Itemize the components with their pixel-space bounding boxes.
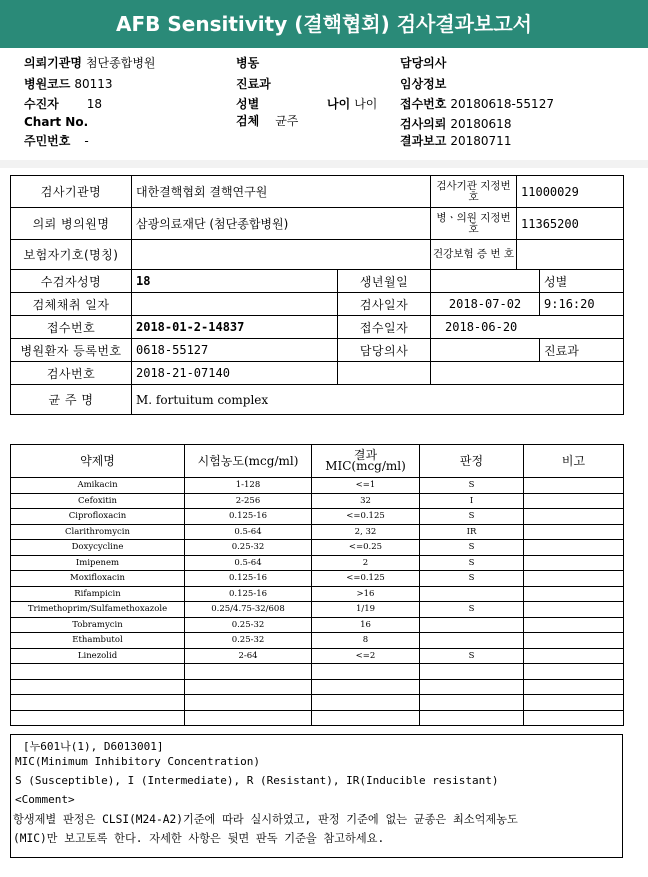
drug-name-cell: Tobramycin — [11, 617, 185, 633]
drug-name-cell: Amikacin — [11, 478, 185, 494]
remark-cell — [524, 524, 624, 540]
header-request-date: 검사의뢰 20180618 — [400, 117, 512, 131]
header-hospital-name: 의뢰기관명 첨단종합병원 — [24, 56, 156, 70]
header-clinical-info: 임상정보 — [400, 77, 447, 91]
interpretation-cell: S — [420, 648, 524, 664]
remark-cell — [524, 710, 624, 726]
interpretation-cell — [420, 679, 524, 695]
info-row — [11, 270, 624, 293]
comment-box — [10, 734, 623, 858]
reg-no-value: 0618-55127 — [132, 339, 338, 362]
interpretation-cell: I — [420, 493, 524, 509]
test-date-label: 검사일자 — [338, 293, 431, 316]
test-time-value: 9:16:20 — [540, 293, 624, 316]
table-row — [11, 617, 624, 633]
table-row — [11, 679, 624, 695]
interpretation-cell — [420, 664, 524, 680]
insurer-value — [132, 240, 431, 270]
test-range-cell: 0.125-16 — [185, 571, 312, 587]
comment-tag: <Comment> — [15, 793, 75, 806]
table-row — [11, 648, 624, 664]
dept-cell: 진료과 — [540, 339, 624, 362]
empty-cell — [431, 362, 624, 385]
remark-cell — [524, 555, 624, 571]
test-range-cell: 0.5-64 — [185, 555, 312, 571]
mic-result-cell: <=2 — [312, 648, 420, 664]
test-range-cell — [185, 710, 312, 726]
info-row — [11, 176, 624, 208]
mic-result-cell — [312, 679, 420, 695]
interpretation-cell: IR — [420, 524, 524, 540]
column-header: 비고 — [524, 445, 624, 478]
hospital-value: 삼광의료재단 (첨단종합병원) — [132, 208, 431, 240]
interpretation-cell: S — [420, 602, 524, 618]
comment-legend-line: S (Susceptible), I (Intermediate), R (Resistant), IR(Inducible resistant) — [15, 774, 499, 787]
info-row — [11, 293, 624, 316]
table-row — [11, 602, 624, 618]
drug-name-cell — [11, 695, 185, 711]
info-row — [11, 339, 624, 362]
interpretation-cell: S — [420, 509, 524, 525]
table-row — [11, 586, 624, 602]
mic-result-cell: 2, 32 — [312, 524, 420, 540]
patient-value: 18 — [132, 270, 338, 293]
drug-name-cell: Trimethoprim/Sulfamethoxazole — [11, 602, 185, 618]
lab-code-label: 검사기관 지정번호 — [431, 176, 517, 208]
test-range-cell: 1-128 — [185, 478, 312, 494]
interpretation-cell: S — [420, 540, 524, 556]
drug-name-cell: Ciprofloxacin — [11, 509, 185, 525]
header-ward: 병동 — [236, 56, 260, 70]
drug-name-cell — [11, 710, 185, 726]
drug-name-cell: Rifampicin — [11, 586, 185, 602]
report-header — [0, 48, 648, 160]
dob-value — [431, 270, 540, 293]
remark-cell — [524, 633, 624, 649]
test-date-value: 2018-07-02 — [431, 293, 540, 316]
remark-cell — [524, 478, 624, 494]
column-header: 결과 MIC(mcg/ml) — [312, 445, 420, 478]
info-row — [11, 362, 624, 385]
remark-cell — [524, 540, 624, 556]
table-row — [11, 524, 624, 540]
doctor-value — [431, 339, 540, 362]
lab-value: 대한결핵협회 결핵연구원 — [132, 176, 431, 208]
header-resident-no: 주민번호 - — [24, 134, 89, 148]
test-range-cell: 0.5-64 — [185, 524, 312, 540]
drug-table-body — [11, 478, 624, 726]
header-chart-no: Chart No. — [24, 115, 89, 129]
info-row — [11, 385, 624, 415]
mic-result-cell: <=0.125 — [312, 571, 420, 587]
reg-no-label: 병원환자 등록번호 — [11, 339, 132, 362]
mic-result-cell: <=0.25 — [312, 540, 420, 556]
interpretation-cell: S — [420, 555, 524, 571]
test-range-cell: 0.25/4.75-32/608 — [185, 602, 312, 618]
empty-cell — [338, 362, 431, 385]
comment-text-2: (MIC)만 보고토록 한다. 자세한 사항은 뒷면 판독 기준을 참고하세요. — [13, 832, 385, 845]
drug-table — [10, 444, 624, 726]
info-row — [11, 240, 624, 270]
collect-value — [132, 293, 338, 316]
info-row — [11, 316, 624, 339]
lab-code-value: 11000029 — [517, 176, 624, 208]
table-row — [11, 695, 624, 711]
interpretation-cell — [420, 710, 524, 726]
column-header: 약제명 — [11, 445, 185, 478]
remark-cell — [524, 602, 624, 618]
test-range-cell — [185, 695, 312, 711]
hospital-label: 의뢰 병의원명 — [11, 208, 132, 240]
column-header: 판정 — [420, 445, 524, 478]
remark-cell — [524, 695, 624, 711]
header-receipt-no: 접수번호 20180618-55127 — [400, 97, 554, 111]
drug-name-cell: Imipenem — [11, 555, 185, 571]
header-doctor: 담당의사 — [400, 56, 447, 70]
mic-result-cell: 16 — [312, 617, 420, 633]
organism-value: M. fortuitum complex — [132, 385, 624, 415]
receipt-no-label: 접수번호 — [11, 316, 132, 339]
info-table — [10, 175, 624, 415]
exam-no-label: 검사번호 — [11, 362, 132, 385]
receipt-date-label: 접수일자 — [338, 316, 431, 339]
interpretation-cell: S — [420, 478, 524, 494]
drug-name-cell: Ethambutol — [11, 633, 185, 649]
separator-band — [0, 160, 648, 168]
interpretation-cell: S — [420, 571, 524, 587]
collect-label: 검체채취 일자 — [11, 293, 132, 316]
comment-mic-line: MIC(Minimum Inhibitory Concentration) — [15, 755, 261, 768]
patient-label: 수검자성명 — [11, 270, 132, 293]
test-range-cell: 0.125-16 — [185, 509, 312, 525]
hosp-code-value: 11365200 — [517, 208, 624, 240]
mic-result-cell: 1/19 — [312, 602, 420, 618]
info-row — [11, 208, 624, 240]
table-row — [11, 478, 624, 494]
health-value — [517, 240, 624, 270]
drug-name-cell: Clarithromycin — [11, 524, 185, 540]
table-row — [11, 555, 624, 571]
header-specimen: 검체 균주 — [236, 114, 299, 128]
remark-cell — [524, 571, 624, 587]
mic-result-cell: <=1 — [312, 478, 420, 494]
header-dept: 진료과 — [236, 77, 271, 91]
test-range-cell: 0.125-16 — [185, 586, 312, 602]
drug-name-cell: Cefoxitin — [11, 493, 185, 509]
test-range-cell: 0.25-32 — [185, 540, 312, 556]
remark-cell — [524, 648, 624, 664]
mic-result-cell: 32 — [312, 493, 420, 509]
mic-result-cell: <=0.125 — [312, 509, 420, 525]
remark-cell — [524, 586, 624, 602]
drug-name-cell: Moxifloxacin — [11, 571, 185, 587]
mic-result-cell: 8 — [312, 633, 420, 649]
test-range-cell — [185, 664, 312, 680]
exam-no-value: 2018-21-07140 — [132, 362, 338, 385]
test-range-cell: 0.25-32 — [185, 617, 312, 633]
test-range-cell: 2-256 — [185, 493, 312, 509]
receipt-no-value: 2018-01-2-14837 — [132, 316, 338, 339]
interpretation-cell — [420, 695, 524, 711]
organism-label: 균 주 명 — [11, 385, 132, 415]
remark-cell — [524, 679, 624, 695]
mic-result-cell — [312, 710, 420, 726]
test-range-cell — [185, 679, 312, 695]
remark-cell — [524, 493, 624, 509]
header-report-date: 결과보고 20180711 — [400, 134, 512, 148]
drug-name-cell: Linezolid — [11, 648, 185, 664]
table-row — [11, 540, 624, 556]
report-title: AFB Sensitivity (결핵협회) 검사결과보고서 — [0, 0, 648, 48]
table-row — [11, 509, 624, 525]
mic-result-cell — [312, 664, 420, 680]
remark-cell — [524, 617, 624, 633]
doctor-label: 담당의사 — [338, 339, 431, 362]
interpretation-cell — [420, 586, 524, 602]
header-hospital-code: 병원코드 80113 — [24, 77, 113, 91]
comment-text-1: 항생제별 판정은 CLSI(M24-A2)기준에 따라 실시하였고, 판정 기준에 없는 균종은 최소억제농도 — [13, 813, 518, 826]
column-header: 시험농도(mcg/ml) — [185, 445, 312, 478]
table-row — [11, 493, 624, 509]
insurer-label: 보험자기호(명칭) — [11, 240, 132, 270]
table-row — [11, 633, 624, 649]
hosp-code-label: 병ㆍ의원 지정번호 — [431, 208, 517, 240]
test-range-cell: 0.25-32 — [185, 633, 312, 649]
sex-cell: 성별 — [540, 270, 624, 293]
lab-label: 검사기관명 — [11, 176, 132, 208]
drug-name-cell — [11, 679, 185, 695]
drug-name-cell: Doxycycline — [11, 540, 185, 556]
remark-cell — [524, 664, 624, 680]
table-row — [11, 664, 624, 680]
header-sex: 성별 — [236, 97, 260, 111]
header-patient: 수진자 18 — [24, 97, 103, 111]
receipt-date-value: 2018-06-20 — [431, 316, 624, 339]
mic-result-cell: >16 — [312, 586, 420, 602]
health-label: 건강보험 증 번 호 — [431, 240, 517, 270]
table-row — [11, 710, 624, 726]
interpretation-cell — [420, 633, 524, 649]
table-row — [11, 571, 624, 587]
test-range-cell: 2-64 — [185, 648, 312, 664]
dob-label: 생년월일 — [338, 270, 431, 293]
remark-cell — [524, 509, 624, 525]
mic-result-cell — [312, 695, 420, 711]
interpretation-cell — [420, 617, 524, 633]
drug-name-cell — [11, 664, 185, 680]
comment-code: [누601나(1), D6013001] — [23, 740, 164, 753]
mic-result-cell: 2 — [312, 555, 420, 571]
header-age: 나이 나이 — [327, 97, 378, 111]
